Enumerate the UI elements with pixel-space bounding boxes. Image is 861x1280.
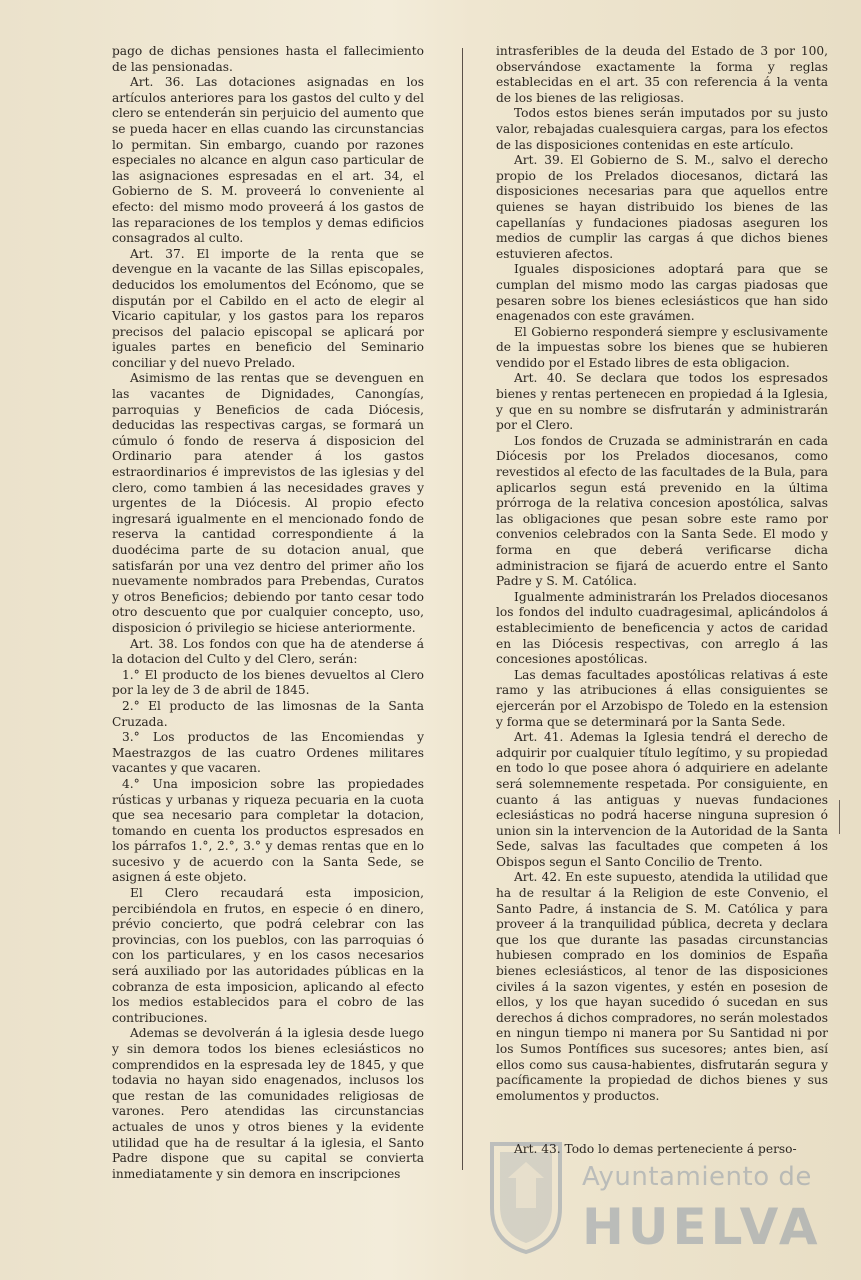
margin-mark bbox=[839, 800, 840, 834]
list-item: 1.° El producto de los bienes devueltos al Clero por la ley de 3 de abril de 1845. bbox=[112, 667, 424, 698]
watermark-line-1: Ayuntamiento de bbox=[582, 1162, 812, 1192]
left-text-column bbox=[112, 44, 424, 1182]
paragraph: Todos estos bienes serán imputados por su justo valor, rebajadas cualesquiera cargas, para los efectos de las disposiciones contenidas en este artículo. bbox=[496, 106, 828, 152]
paragraph: Asimismo de las rentas que se devenguen en las vacantes de Dignidades, Canongías, parroquias y Beneficios de cada Diócesis, deducidas las respectivas cargas, se formará un cúmulo ó fondo de reserva á disposicion del Ordinario para atender á los gastos estraordinarios é imprevistos de las iglesias y del clero, como tambien á las necesidades graves y urgentes de la Diócesis. Al propio efecto ingresará igualmente en el mencionado fondo de reserva la cantidad correspondiente á la duodécima parte de su dotacion anual, que satisfarán por una vez dentro del primer año los nuevamente nombrados para Prebendas, Curatos y otros Beneficios; debiendo por tanto cesar todo otro descuento que por cualquier concepto, uso, disposicion ó privilegio se hiciese anteriormente. bbox=[112, 371, 424, 635]
paragraph: Art. 42. En este supuesto, atendida la utilidad que ha de resultar á la Religion de este Convenio, el Santo Padre, á instancia de S. M. Católica y para proveer á la tranquilidad pública, decreta y declara que los que durante las pasadas circunstancias hubiesen comprado en los dominios de España bienes eclesiásticos, al tenor de las disposiciones civiles á la sazon vigentes, y estén en posesion de ellos, y los que hayan sucedido ó sucedan en sus derechos á dichos compradores, no serán molestados en ningun tiempo ni manera por Su Santidad ni por los Sumos Pontífices sus sucesores; antes bien, así ellos como sus causa-habientes, disfrutarán segura y pacíficamente la propiedad de dichos bienes y sus emolumentos y productos. bbox=[496, 870, 828, 1103]
paragraph: Las demas facultades apostólicas relativas á este ramo y las atribuciones á ellas consiguientes se ejercerán por el Arzobispo de Toledo en la estension y forma que se determinará por la Santa Sede. bbox=[496, 667, 828, 729]
watermark-line-2: HUELVA bbox=[582, 1198, 822, 1256]
paragraph: Igualmente administrarán los Prelados diocesanos los fondos del indulto cuadragesimal, aplicándolos á establecimiento de beneficencia y actos de caridad en las Diócesis respectivas, con arreglo á las concesiones apostólicas. bbox=[496, 589, 828, 667]
paragraph: El Clero recaudará esta imposicion, percibiéndola en frutos, en especie ó en dinero, prévio concierto, que podrá celebrar con las provincias, con los pueblos, con las parroquias ó con los particulares, y en los casos necesarios será auxiliado por las autoridades públicas en la cobranza de esta imposicion, aplicando al efecto los medios establecidos para el cobro de las contribuciones. bbox=[112, 886, 424, 1025]
paragraph: Art. 41. Ademas la Iglesia tendrá el derecho de adquirir por cualquier título legítimo, y su propiedad en todo lo que posee ahora ó adquiriere en adelante será solemnemente respetada. Por consiguiente, en cuanto á las antiguas y nuevas fundaciones eclesiásticas no podrá hacerse ninguna supresion ó union sin la intervencion de la Autoridad de la Santa Sede, salvas las facultades que competen á los Obispos segun el Santo Concilio de Trento. bbox=[496, 730, 828, 869]
paragraph: intrasferibles de la deuda del Estado de 3 por 100, observándose exactamente la forma y reglas establecidas en el art. 35 con referencia á la venta de los bienes de las religiosas. bbox=[496, 44, 828, 105]
paragraph: Art. 40. Se declara que todos los espresados bienes y rentas pertenecen en propiedad á la Iglesia, y que en su nombre se disfrutarán y administrarán por el Clero. bbox=[496, 371, 828, 433]
paragraph: Iguales disposiciones adoptará para que se cumplan del mismo modo las cargas piadosas que pesaren sobre los bienes eclesiásticos que han sido enagenados con este gravámen. bbox=[496, 262, 828, 324]
paragraph: Art. 37. El importe de la renta que se devengue en la vacante de las Sillas episcopales, deducidos los emolumentos del Ecónomo, que se dispután por el Cabildo en el acto de elegir al Vicario capitular, y los gastos para los reparos precisos del palacio episcopal se aplicará por iguales partes en beneficio del Seminario conciliar y del nuevo Prelado. bbox=[112, 246, 424, 370]
paragraph: pago de dichas pensiones hasta el fallecimiento de las pensionadas. bbox=[112, 44, 424, 74]
paragraph: Los fondos de Cruzada se administrarán en cada Diócesis por los Prelados diocesanos, como revestidos al efecto de las facultades de la Bula, para aplicarlos segun está prevenido en la última prórroga de la relativa concesion apostólica, salvas las obligaciones que pesan sobre este ramo por convenios celebrados con la Santa Sede. El modo y forma en que deberá verificarse dicha administracion se fijará de acuerdo entre el Santo Padre y S. M. Católica. bbox=[496, 433, 828, 589]
right-text-column bbox=[496, 44, 828, 1104]
list-item: 4.° Una imposicion sobre las propiedades rústicas y urbanas y riqueza pecuaria en la cuota que sea necesario para completar la dotacion, tomando en cuenta los productos espresados en los párrafos 1.°, 2.°, 3.° y demas rentas que en lo sucesivo y de acuerdo con la Santa Sede, se asignen á este objeto. bbox=[112, 776, 424, 885]
article-43-start: Art. 43. Todo lo demas perteneciente á perso- bbox=[514, 1142, 797, 1156]
paragraph: El Gobierno responderá siempre y esclusivamente de la impuestas sobre los bienes que se hubieren vendido por el Estado libres de esta obligacion. bbox=[496, 324, 828, 370]
column-divider bbox=[462, 48, 463, 1170]
paragraph: Ademas se devolverán á la iglesia desde luego y sin demora todos los bienes eclesiásticos no comprendidos en la espresada ley de 1845, y que todavia no hayan sido enagenados, inclusos los que restan de las comunidades religiosas de varones. Pero atendidas las circunstancias actuales de unos y otros bienes y la evidente utilidad que ha de resultar á la iglesia, el Santo Padre dispone que su capital se convierta inmediatamente y sin demora en inscripciones bbox=[112, 1026, 424, 1181]
list-item: 2.° El producto de las limosnas de la Santa Cruzada. bbox=[112, 698, 424, 729]
paragraph: Art. 39. El Gobierno de S. M., salvo el derecho propio de los Prelados diocesanos, dictará las disposiciones necesarias para que aquellos entre quienes se hayan distribuido los bienes de las capellanías y fundaciones piadosas aseguren los medios de cumplir las cargas á que dichos bienes estuvieren afectos. bbox=[496, 153, 828, 261]
paragraph: Art. 36. Las dotaciones asignadas en los artículos anteriores para los gastos del culto y del clero se entenderán sin perjuicio del aumento que se pueda hacer en ellas cuando las circunstancias lo permitan. Sin embargo, cuando por razones especiales no alcance en algun caso particular de las asignaciones espresadas en el art. 34, el Gobierno de S. M. proveerá lo conveniente al efecto: del mismo modo proveerá á los gastos de las reparaciones de los templos y demas edificios consagrados al culto. bbox=[112, 75, 424, 246]
paragraph: Art. 38. Los fondos con que ha de atenderse á la dotacion del Culto y del Clero, serán: bbox=[112, 636, 424, 667]
list-item: 3.° Los productos de las Encomiendas y Maestrazgos de las cuatro Ordenes militares vacantes y que vacaren. bbox=[112, 730, 424, 776]
